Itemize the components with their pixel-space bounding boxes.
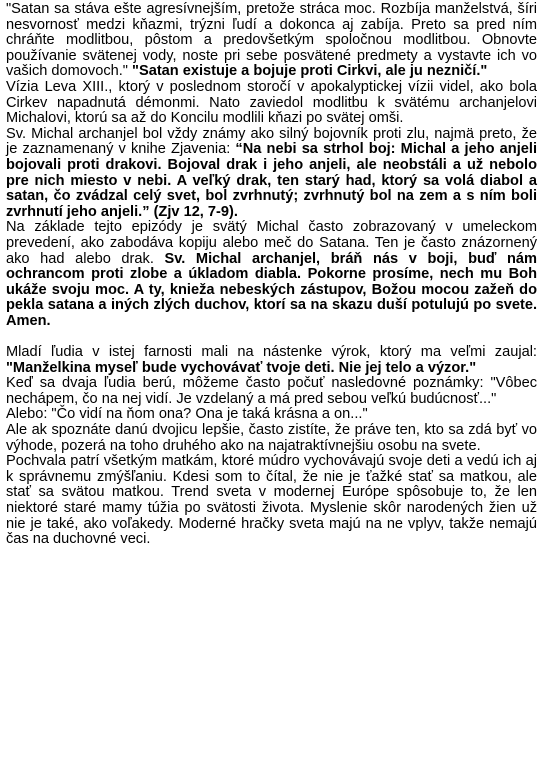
text-segment: Pochvala patrí všetkým matkám, ktoré múdro vychovávajú svoje deti a vedú ich aj k správnemu zmýšľaniu. Kdesi som to čítal, že nie je ťažké stať sa matkou, ale stať sa svätou matkou. Trend sveta v modernej Európe spôsobuje to, že len niektoré staré mamy túžia po svätosti života. Myslenie skôr narodených žien už nie je také, ako voľakedy. Moderné hračky sveta majú na ne vplyv, takže nemajú čas na duchovné veci.: [6, 453, 537, 548]
paragraph-spacer: [6, 329, 537, 345]
bold-prayer-segment: Sv. Michal archanjel, bráň nás v boji, buď nám ochrancom proti zlobe a úkladom diabla. Pokorne prosíme, nech mu Boh ukáže svoju moc. A ty, knieža nebeských zástupov, Božou mocou zažeň do pekla satana a iných zlých duchov, ktorí sa na skazu duší potulujú po svete. Amen.: [6, 250, 538, 329]
text-segment: Vízia Leva XIII., ktorý v poslednom storočí v apokalyptickej vízii videl, ako bola Cirkev napadnutá démonmi. Nato zaviedol modlitbu k svätému archanjelovi Michalovi, ktorú sa až do Koncilu modlili kňazi po svätej omši.: [6, 78, 537, 127]
text-segment: Na základe tejto epizódy je svätý Michal často zobrazovaný v umeleckom prevedení, ako zabodáva kopiju alebo meč do Satana. Ten je často znázornený ako had alebo drak.: [6, 219, 537, 267]
paragraph-praise-mothers: [6, 454, 537, 548]
paragraph-alternative-remark: [6, 407, 537, 423]
document-page: [6, 2, 537, 548]
bold-quote-segment: “Na nebi sa strhol boj: Michal a jeho anjeli bojovali proti drakovi. Bojoval drak i jeho anjeli, ale neobstáli a už nebolo pre nich miesto v nebi. A veľký drak, ten starý had, ktorý sa volá diabol a satan, čo zvádzal celý svet, bol zvrhnutý; zvrhnutý bol na zem a s ním boli zvrhnutí jeho anjeli.” (Zjv 12, 7-9).: [6, 141, 537, 220]
text-segment: Mladí ľudia v istej farnosti mali na nástenke výrok, ktorý ma veľmi zaujal:: [6, 344, 537, 361]
paragraph-couple-insight: [6, 423, 537, 454]
paragraph-parish-quote: [6, 345, 537, 376]
paragraph-leo-xiii-vision: [6, 80, 537, 127]
paragraph-satan-warning: [6, 2, 537, 80]
paragraph-st-michael-revelation: [6, 127, 537, 221]
paragraph-st-michael-prayer: [6, 220, 537, 329]
text-segment: Keď sa dvaja ľudia berú, môžeme často počuť nasledovné poznámky: "Vôbec nechápem, čo na nej vidí. Je vzdelaný a má pred sebou veľkú budúcnosť...": [6, 375, 537, 407]
text-segment: Ale ak spoznáte danú dvojicu lepšie, často zistíte, že práve ten, kto sa zdá byť vo výhode, pozerá na toho druhého ako na najatraktívnejšiu osobu na svete.: [6, 422, 537, 454]
text-segment: "Satan sa stáva ešte agresívnejším, pretože stráca moc. Rozbíja manželstvá, šíri nesvornosť medzi kňazmi, trýzni ľudí a dokonca aj zabíja. Preto sa pred ním chráňte modlitbou, pôstom a predovšetkým spoločnou modlitbou. Obnovte používanie svätenej vody, noste pri sebe posvätené predmety a vystavte ich vo vašich domovoch.": [6, 1, 537, 80]
bold-quote-segment: "Manželkina myseľ bude vychovávať tvoje deti. Nie jej telo a výzor.": [6, 359, 477, 376]
paragraph-wedding-remarks: [6, 376, 537, 407]
bold-quote-segment: "Satan existuje a bojuje proti Cirkvi, ale ju nezničí.": [132, 63, 488, 80]
text-segment: Sv. Michal archanjel bol vždy známy ako silný bojovník proti zlu, najmä preto, že je zaznamenaný v knihe Zjavenia:: [6, 125, 537, 158]
text-segment: Alebo: "Čo vidí na ňom ona? Ona je taká krásna a on...": [6, 406, 368, 423]
